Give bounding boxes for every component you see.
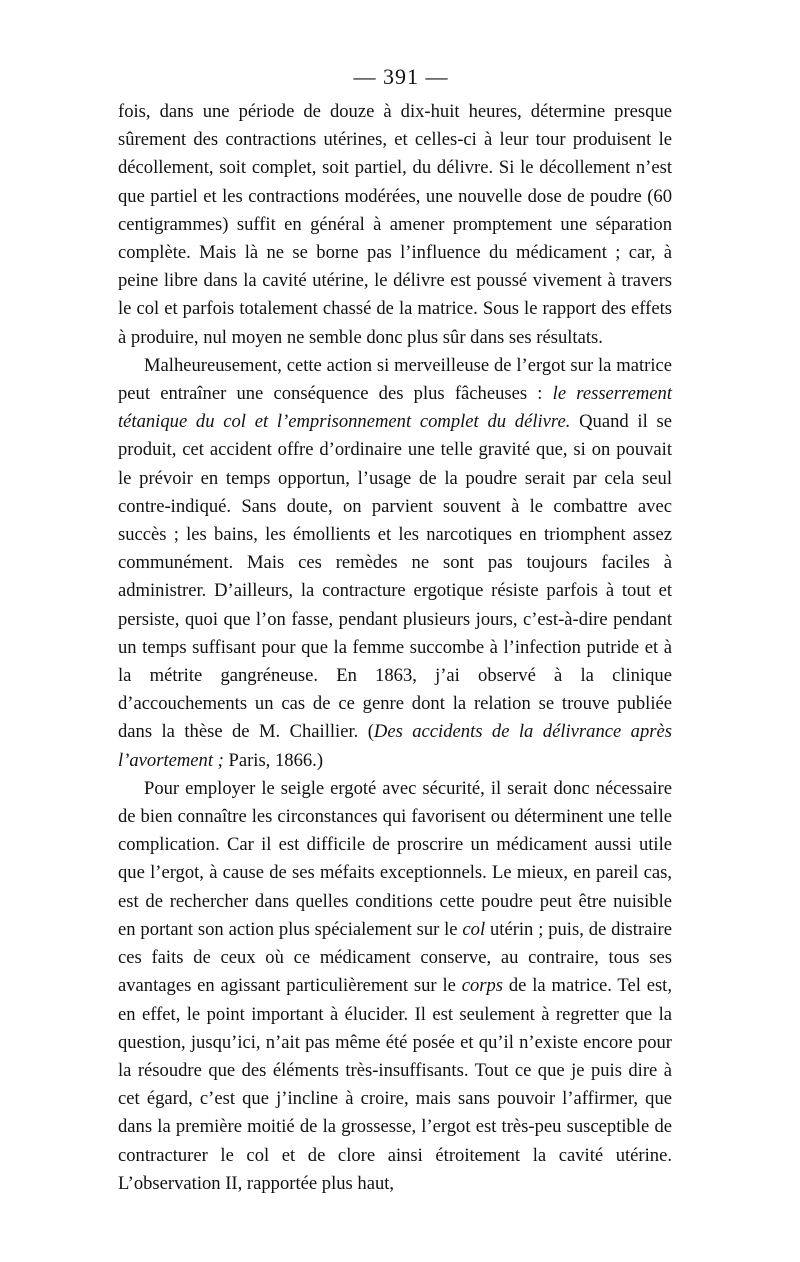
paragraph-ergot-danger xyxy=(118,352,672,775)
emphasized-text-run: Des accidents de la délivrance après l’avortement ; xyxy=(118,721,672,771)
text-run: Malheureusement, cette action si merveilleuse de l’ergot sur la matrice peut entraîner une conséquence des plus fâcheuses : xyxy=(118,354,672,405)
paragraph-ergot-safety xyxy=(118,775,672,1198)
text-run: Quand il se produit, cet accident offre d’ordinaire une telle gravité que, si on pouvait le prévoir en temps opportun, l’usage de la poudre serait par cela seul contre-indiqué. Sans doute, on parvient souvent à le combattre avec succès ; les bains, les émollients et les narcotiques en triomphent assez communément. Mais ces remèdes ne sont pas toujours faciles à administrer. D’ailleurs, la contracture ergotique résiste parfois à tout et persiste, quoi que l’on fasse, pendant plusieurs jours, c’est-à-dire pendant un temps suffisant pour que la femme succombe à l’infection putride et à la métrite gangréneuse. En 1863, j’ai observé à la clinique d’accouchements un cas de ce genre dont la relation se trouve publiée dans la thèse de M. Chaillier. ( xyxy=(118,411,672,743)
emphasized-text-run: col xyxy=(462,918,486,940)
text-run: utérin ; puis, de distraire ces faits de ceux où ce médicament conserve, au contraire, tous ses avantages en agissant particulièrement sur le xyxy=(118,918,673,997)
emphasized-text-run: corps xyxy=(461,975,504,997)
text-run: fois, dans une période de douze à dix-huit heures, détermine presque sûrement des contractions utérines, et celles-ci à leur tour produisent le décollement, soit complet, soit partiel, du délivre. Si le décollement n’est que partiel et les contractions modérées, une nouvelle dose de poudre (60 centigrammes) suffit en général à amener promptement une séparation complète. Mais là ne se borne pas l’influence du médicament ; car, à peine libre dans la cavité utérine, le délivre est poussé vivement à travers le col et parfois totalement chassé de la matrice. Sous le rapport des effets à produire, nul moyen ne semble donc plus sûr dans ses résultats. xyxy=(118,101,672,348)
text-run: de la matrice. Tel est, en effet, le point important à élucider. Il est seulement à regretter que la question, jusqu’ici, n’ait pas même été posée et qu’il n’existe encore pour la résoudre que des éléments très-insuffisants. Tout ce que je puis dire à cet égard, c’est que j’incline à croire, mais sans pouvoir l’affirmer, que dans la première moitié de la grossesse, l’ergot est très-peu susceptible de contracturer le col et de clore ainsi étroitement la cavité utérine. L’observation II, rapportée plus haut, xyxy=(118,975,672,1194)
book-page xyxy=(118,56,672,1198)
emphasized-text-run: le resserrement tétanique du col et l’emprisonnement complet du délivre. xyxy=(118,383,672,433)
text-run: Pour employer le seigle ergoté avec sécurité, il serait donc nécessaire de bien connaître les circonstances qui favorisent ou déterminent une telle complication. Car il est difficile de proscrire un médicament aussi utile que l’ergot, à cause de ses méfaits exceptionnels. Le mieux, en pareil cas, est de rechercher dans quelles conditions cette poudre peut être nuisible en portant son action plus spécialement sur le xyxy=(118,777,672,940)
paragraph-continuation xyxy=(118,98,672,352)
text-run: Paris, 1866.) xyxy=(223,749,324,771)
page-number: — 391 — xyxy=(353,64,449,89)
